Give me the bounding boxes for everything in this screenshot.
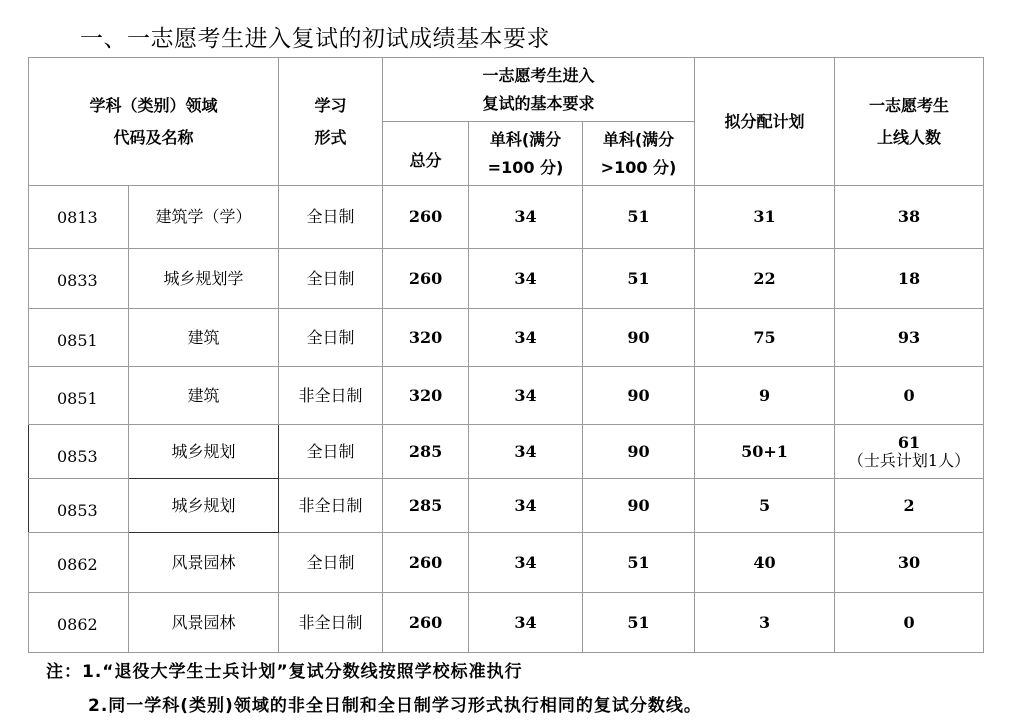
subject-code: 0833 — [29, 249, 129, 309]
study-form: 全日制 — [279, 425, 383, 479]
score-requirements-table — [28, 57, 984, 653]
plan-count: 3 — [695, 593, 835, 653]
online-count: 0 — [835, 593, 984, 653]
subject-code: 0862 — [29, 533, 129, 593]
header-plan: 拟分配计划 — [695, 58, 835, 186]
study-form: 非全日制 — [279, 593, 383, 653]
header-study-form-line1: 学习 — [314, 95, 347, 115]
table-row — [29, 479, 984, 533]
table-row — [29, 186, 984, 249]
study-form: 非全日制 — [279, 367, 383, 425]
header-subject-line1: 学科（类别）领域 — [89, 95, 218, 115]
plan-count: 75 — [695, 309, 835, 367]
total-score: 260 — [383, 533, 469, 593]
header-online-count — [835, 58, 984, 186]
plan-count: 50+1 — [695, 425, 835, 479]
subject-name: 建筑学（学） — [129, 186, 279, 249]
note-2: 2.同一学科(类别)领域的非全日制和全日制学习形式执行相同的复试分数线。 — [88, 696, 702, 716]
notes — [46, 655, 702, 723]
subject-name: 城乡规划 — [129, 479, 279, 533]
plan-count: 9 — [695, 367, 835, 425]
table-row — [29, 367, 984, 425]
total-score: 320 — [383, 367, 469, 425]
online-count-note: （士兵计划1人） — [847, 450, 971, 470]
header-basic-req-line1: 一志愿考生进入 — [482, 65, 595, 85]
header-online-line2: 上线人数 — [877, 127, 942, 147]
single-gt100-score: 51 — [583, 593, 695, 653]
header-total: 总分 — [383, 122, 469, 186]
subject-code: 0862 — [29, 593, 129, 653]
single-100-score: 34 — [469, 425, 583, 479]
single-gt100-score: 90 — [583, 367, 695, 425]
total-score: 260 — [383, 186, 469, 249]
single-100-score: 34 — [469, 249, 583, 309]
total-score: 285 — [383, 425, 469, 479]
header-single-100-line1: 单科(满分 — [489, 129, 562, 149]
header-online-line1: 一志愿考生 — [869, 95, 950, 115]
header-single-gt100 — [583, 122, 695, 186]
online-count: 93 — [835, 309, 984, 367]
table-row — [29, 425, 984, 479]
plan-count: 22 — [695, 249, 835, 309]
single-gt100-score: 51 — [583, 249, 695, 309]
header-subject — [29, 58, 279, 186]
note-1: 注：1.“退役大学生士兵计划”复试分数线按照学校标准执行 — [46, 662, 523, 682]
study-form: 全日制 — [279, 309, 383, 367]
total-score: 260 — [383, 593, 469, 653]
subject-name: 风景园林 — [129, 533, 279, 593]
plan-count: 5 — [695, 479, 835, 533]
online-count: 2 — [835, 479, 984, 533]
online-count — [835, 425, 984, 479]
single-gt100-score: 51 — [583, 186, 695, 249]
online-count: 38 — [835, 186, 984, 249]
subject-code: 0813 — [29, 186, 129, 249]
table-row — [29, 309, 984, 367]
header-basic-requirements — [383, 58, 695, 122]
online-count: 30 — [835, 533, 984, 593]
subject-name: 城乡规划学 — [129, 249, 279, 309]
header-single-gt100-line1: 单科(满分 — [602, 129, 675, 149]
study-form: 全日制 — [279, 533, 383, 593]
subject-code: 0851 — [29, 367, 129, 425]
single-gt100-score: 90 — [583, 309, 695, 367]
plan-count: 40 — [695, 533, 835, 593]
subject-name: 城乡规划 — [129, 425, 279, 479]
total-score: 285 — [383, 479, 469, 533]
study-form: 非全日制 — [279, 479, 383, 533]
online-count: 0 — [835, 367, 984, 425]
header-basic-req-line2: 复试的基本要求 — [482, 93, 595, 113]
single-gt100-score: 90 — [583, 425, 695, 479]
study-form: 全日制 — [279, 186, 383, 249]
subject-code: 0853 — [29, 425, 129, 479]
subject-name: 风景园林 — [129, 593, 279, 653]
online-count-value: 61 — [897, 432, 921, 452]
single-100-score: 34 — [469, 367, 583, 425]
subject-name: 建筑 — [129, 367, 279, 425]
total-score: 320 — [383, 309, 469, 367]
single-100-score: 34 — [469, 309, 583, 367]
header-study-form-line2: 形式 — [314, 127, 347, 147]
total-score: 260 — [383, 249, 469, 309]
subject-name: 建筑 — [129, 309, 279, 367]
study-form: 全日制 — [279, 249, 383, 309]
single-100-score: 34 — [469, 186, 583, 249]
online-count: 18 — [835, 249, 984, 309]
table-row — [29, 533, 984, 593]
header-single-100 — [469, 122, 583, 186]
single-100-score: 34 — [469, 593, 583, 653]
single-100-score: 34 — [469, 533, 583, 593]
single-gt100-score: 51 — [583, 533, 695, 593]
header-study-form — [279, 58, 383, 186]
single-100-score: 34 — [469, 479, 583, 533]
subject-code: 0851 — [29, 309, 129, 367]
header-subject-line2: 代码及名称 — [113, 127, 194, 147]
subject-code: 0853 — [29, 479, 129, 533]
header-single-100-line2: =100 分) — [487, 157, 564, 177]
plan-count: 31 — [695, 186, 835, 249]
page-title: 一、一志愿考生进入复试的初试成绩基本要求 — [80, 26, 550, 52]
table-row — [29, 249, 984, 309]
single-gt100-score: 90 — [583, 479, 695, 533]
table-row — [29, 593, 984, 653]
header-single-gt100-line2: >100 分) — [600, 157, 677, 177]
